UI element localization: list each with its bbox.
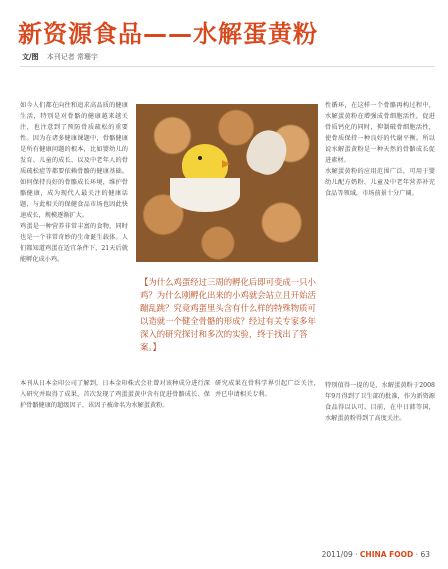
byline xyxy=(22,52,98,62)
page-footer: 2011/09 · CHINA FOOD · 63 xyxy=(321,550,430,559)
body-paragraph: 性循环，在这样一个骨骼再构过程中，水解蛋黄粉在增强成骨细胞活性，促进骨质钙化的同时，抑制破骨细胞活性，使骨质保持一种良好的代谢平衡。所以说水解蛋黄粉是一种天然的骨骼成长促进素材。 xyxy=(325,102,435,164)
body-paragraph: 如今人们都在向往和追求高品质的健康生活，特别是对骨骼的健康越来越关注，也注意到了预防骨质疏松的重要性。因为在诸多健康课题中，骨骼健康是所有健康问题的根本，比如婴幼儿的发育、儿童的成长、以及中老年人的骨质疏松症等都要依赖骨骼的健康基础。如何保持良好的骨骼成长环境，维护骨骼健康，成为现代人最关注的健康话题，与此相关的保健食品市场也因此快速成长，规模逐渐扩大。 xyxy=(20,102,128,219)
magazine-name: CHINA FOOD xyxy=(359,550,414,559)
body-paragraph: 本刊从日本金印公司了解到，日本金印株式会社曾对该种成分进行深入研究并取得了成果，首次发现了鸡蛋蛋黄中含有促进骨骼成长、保护骨骼健康的超级因子，该因子被命名为水解蛋黄粉。 xyxy=(20,380,210,409)
byline-label: 文/图 xyxy=(22,52,39,61)
page-number: 63 xyxy=(420,550,430,559)
byline-author: 本刊记者 常珊宇 xyxy=(46,53,99,61)
eggshell-top-icon xyxy=(242,125,293,179)
body-column-right-bottom xyxy=(325,380,435,500)
title-divider xyxy=(20,66,435,67)
chick-beak-icon xyxy=(222,160,230,168)
body-paragraph: 研究成果在骨科学界引起广泛关注，并已申请相关专利。 xyxy=(215,380,320,398)
body-column-left xyxy=(20,100,128,368)
chick-hatching-photo xyxy=(136,104,318,262)
eggshell-bottom-icon xyxy=(170,178,240,212)
body-column-right xyxy=(325,100,435,300)
chick-eye-icon xyxy=(198,156,202,160)
issue-date: 2011/09 xyxy=(321,550,353,559)
body-paragraph: 鸡蛋是一种营养非常丰富的食物，同时也是一个非常奇妙的生命诞生载体。人们都知道鸡蛋在适宜条件下，21天后就能孵化成小鸡。 xyxy=(20,223,128,263)
pull-quote: 【为什么鸡蛋经过三周的孵化后即可变成一只小鸡？为什么刚孵化出来的小鸡就会站立且开始活蹦乱跳？究竟鸡蛋里头含有什么样的特殊物质可以造就一个健全骨骼的形成？经过有关专家多年深入的研究探讨和多次的实验，终于找出了答案。】 xyxy=(140,277,316,352)
article-title: 新资源食品——水解蛋黄粉 xyxy=(18,20,318,48)
body-paragraph: 水解蛋黄粉的应用范围广泛，可用于婴幼儿配方奶粉、儿童及中老年营养补充食品等领域，市场前景十分广阔。 xyxy=(325,168,435,197)
body-column-bottom xyxy=(20,378,210,538)
body-column-middle xyxy=(215,378,320,448)
body-paragraph: 特别值得一提的是，水解蛋黄粉于2008年9月得到了卫生部的批准，作为新资源食品得以认可。目前，在中日韩等国，水解蛋黄粉得到了高度关注。 xyxy=(325,382,435,422)
